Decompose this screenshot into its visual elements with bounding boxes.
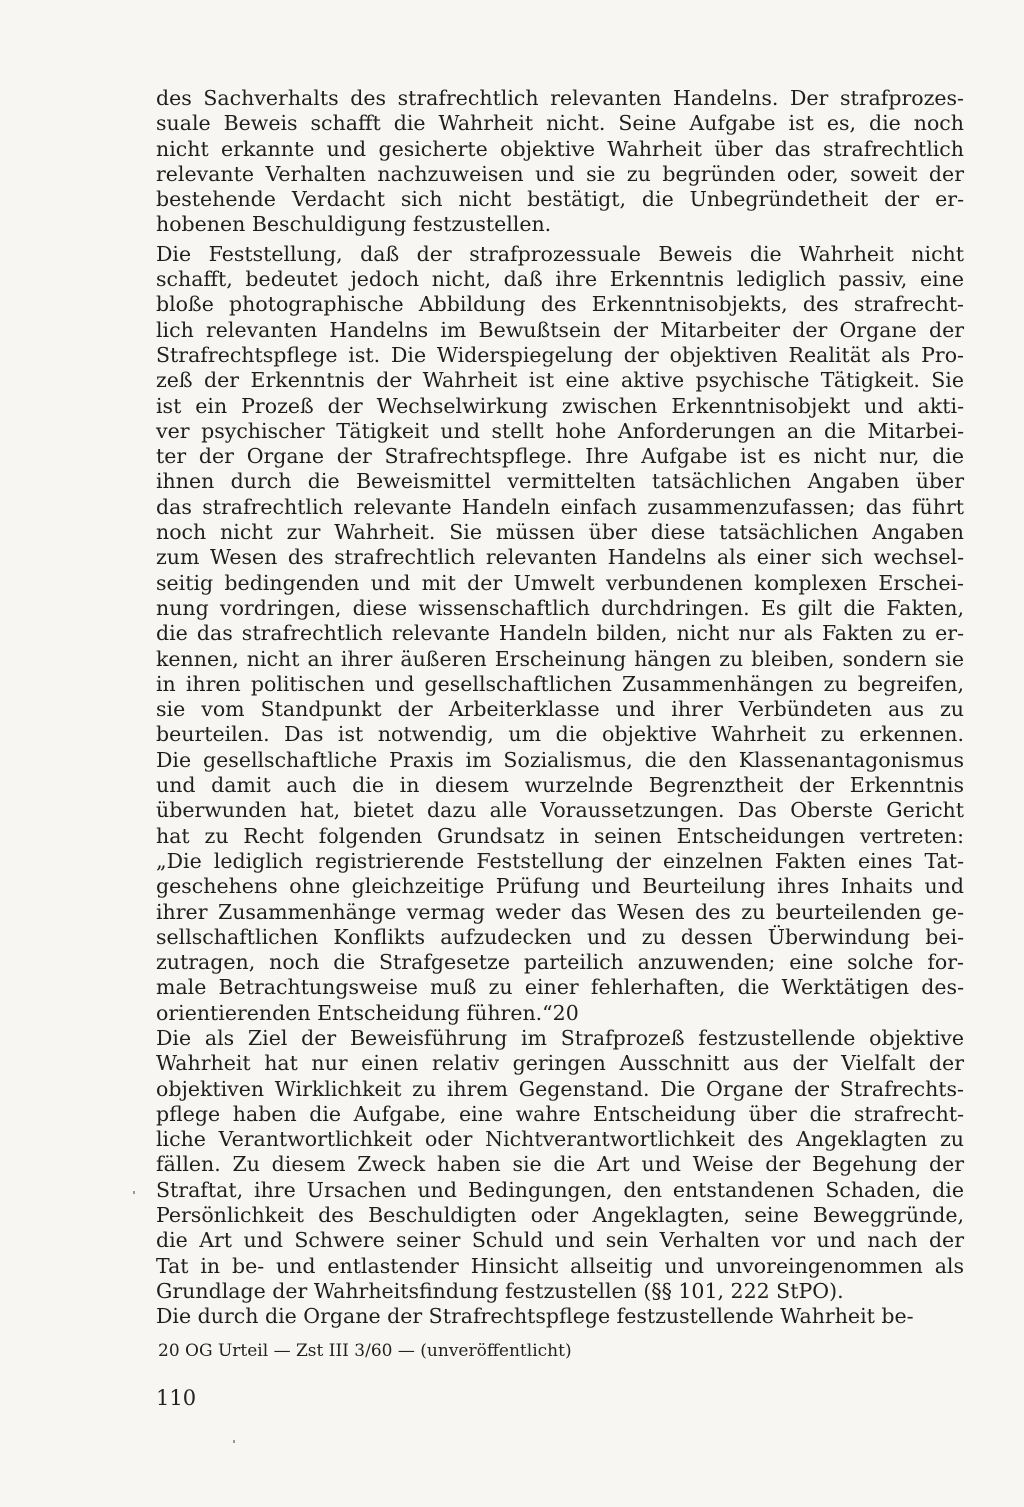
text-line: das strafrechtlich relevante Handeln einfach zusammenzufassen; das führt bbox=[156, 494, 964, 519]
text-line: suale Beweis schafft die Wahrheit nicht. Seine Aufgabe ist es, die noch bbox=[156, 111, 964, 136]
text-line: zeß der Erkenntnis der Wahrheit ist eine aktive psychische Tätigkeit. Sie bbox=[156, 368, 964, 393]
text-line: Wahrheit hat nur einen relativ geringen Ausschnitt aus der Vielfalt der bbox=[156, 1051, 964, 1076]
text-line: Die durch die Organe der Strafrechtspflege festzustellende Wahrheit be- bbox=[156, 1304, 914, 1329]
text-line: Die als Ziel der Beweisführung im Strafprozeß festzustellende objektive bbox=[156, 1025, 964, 1050]
scan-speck bbox=[133, 1191, 135, 1194]
text-line: kennen, nicht an ihrer äußeren Erscheinung hängen zu bleiben, sondern sie bbox=[156, 646, 964, 671]
scan-speck bbox=[233, 1440, 235, 1443]
text-line: überwunden hat, bietet dazu alle Voraussetzungen. Das Oberste Gericht bbox=[156, 798, 964, 823]
text-line: objektiven Wirklichkeit zu ihrem Gegenstand. Die Organe der Strafrechts- bbox=[156, 1076, 964, 1101]
text-line: Die Feststellung, daß der strafprozessuale Beweis die Wahrheit nicht bbox=[156, 241, 964, 266]
text-line: Tat in be- und entlastender Hinsicht allseitig und unvoreingenommen als bbox=[156, 1253, 964, 1278]
text-line: nicht erkannte und gesicherte objektive Wahrheit über das strafrechtlich bbox=[156, 136, 964, 161]
text-line: seitig bedingenden und mit der Umwelt verbundenen komplexen Erschei- bbox=[156, 570, 964, 595]
text-line: orientierenden Entscheidung führen.“20 bbox=[156, 1000, 579, 1025]
page-number: 110 bbox=[156, 1386, 197, 1410]
text-line: sie vom Standpunkt der Arbeiterklasse und ihrer Verbündeten aus zu bbox=[156, 697, 964, 722]
text-line: zutragen, noch die Strafgesetze parteilich anzuwenden; eine solche for- bbox=[156, 950, 964, 975]
text-line: relevante Verhalten nachzuweisen und sie zu begründen oder, soweit der bbox=[156, 161, 964, 186]
text-line: Grundlage der Wahrheitsfindung festzustellen (§§ 101, 222 StPO). bbox=[156, 1278, 844, 1303]
text-line: lich relevanten Handelns im Bewußtsein der Mitarbeiter der Organe der bbox=[156, 317, 964, 342]
text-line: bestehende Verdacht sich nicht bestätigt, die Unbegründetheit der er- bbox=[156, 187, 964, 212]
paragraph bbox=[156, 86, 964, 238]
text-line: zum Wesen des strafrechtlich relevanten Handelns als einer sich wechsel- bbox=[156, 545, 964, 570]
body-text bbox=[156, 86, 964, 1330]
text-line: sellschaftlichen Konflikts aufzudecken und zu dessen Überwindung bei- bbox=[156, 924, 964, 949]
text-line: Strafrechtspflege ist. Die Widerspiegelung der objektiven Realität als Pro- bbox=[156, 342, 964, 367]
text-line: des Sachverhalts des strafrechtlich relevanten Handelns. Der strafprozes- bbox=[156, 86, 964, 110]
text-line: geschehens ohne gleichzeitige Prüfung und Beurteilung ihres Inhaits und bbox=[156, 874, 964, 899]
text-line: Persönlichkeit des Beschuldigten oder Angeklagten, seine Beweggründe, bbox=[156, 1203, 964, 1228]
text-line: ihnen durch die Beweismittel vermittelten tatsächlichen Angaben über bbox=[156, 469, 964, 494]
text-line: die das strafrechtlich relevante Handeln bilden, nicht nur als Fakten zu er- bbox=[156, 621, 964, 646]
text-line: liche Verantwortlichkeit oder Nichtverantwortlichkeit des Angeklagten zu bbox=[156, 1127, 964, 1152]
paragraph bbox=[156, 1026, 964, 1304]
text-line: hobenen Beschuldigung festzustellen. bbox=[156, 212, 552, 237]
text-line: bloße photographische Abbildung des Erkenntnisobjekts, des strafrecht- bbox=[156, 292, 964, 317]
text-line: ist ein Prozeß der Wechselwirkung zwischen Erkenntnisobjekt und akti- bbox=[156, 393, 964, 418]
text-line: male Betrachtungsweise muß zu einer fehlerhaften, die Werktätigen des- bbox=[156, 975, 964, 1000]
text-line: ihrer Zusammenhänge vermag weder das Wesen des zu beurteilenden ge- bbox=[156, 899, 964, 924]
text-line: noch nicht zur Wahrheit. Sie müssen über diese tatsächlichen Angaben bbox=[156, 520, 964, 545]
footnote: 20 OG Urteil — Zst III 3/60 — (unveröffentlicht) bbox=[158, 1341, 572, 1361]
text-line: in ihren politischen und gesellschaftlichen Zusammenhängen zu begreifen, bbox=[156, 671, 964, 696]
text-line: Die gesellschaftliche Praxis im Sozialismus, die den Klassenantagonismus bbox=[156, 747, 964, 772]
paragraph bbox=[156, 242, 964, 1026]
text-line: hat zu Recht folgenden Grundsatz in seinen Entscheidungen vertreten: bbox=[156, 823, 964, 848]
text-line: Straftat, ihre Ursachen und Bedingungen, den entstandenen Schaden, die bbox=[156, 1177, 964, 1202]
text-line: ver psychischer Tätigkeit und stellt hohe Anforderungen an die Mitarbei- bbox=[156, 418, 964, 443]
text-line: pflege haben die Aufgabe, eine wahre Entscheidung über die strafrecht- bbox=[156, 1101, 964, 1126]
text-line: fällen. Zu diesem Zweck haben sie die Art und Weise der Begehung der bbox=[156, 1152, 964, 1177]
text-line: schafft, bedeutet jedoch nicht, daß ihre Erkenntnis lediglich passiv, eine bbox=[156, 267, 964, 292]
text-line: „Die lediglich registrierende Feststellung der einzelnen Fakten eines Tat- bbox=[156, 848, 964, 873]
text-line: und damit auch die in diesem wurzelnde Begrenztheit der Erkenntnis bbox=[156, 773, 964, 798]
text-line: die Art und Schwere seiner Schuld und sein Verhalten vor und nach der bbox=[156, 1228, 964, 1253]
text-line: ter der Organe der Strafrechtspflege. Ihre Aufgabe ist es nicht nur, die bbox=[156, 444, 964, 469]
text-line: beurteilen. Das ist notwendig, um die objektive Wahrheit zu erkennen. bbox=[156, 722, 964, 747]
paragraph bbox=[156, 1304, 964, 1329]
text-line: nung vordringen, diese wissenschaftlich durchdringen. Es gilt die Fakten, bbox=[156, 595, 964, 620]
